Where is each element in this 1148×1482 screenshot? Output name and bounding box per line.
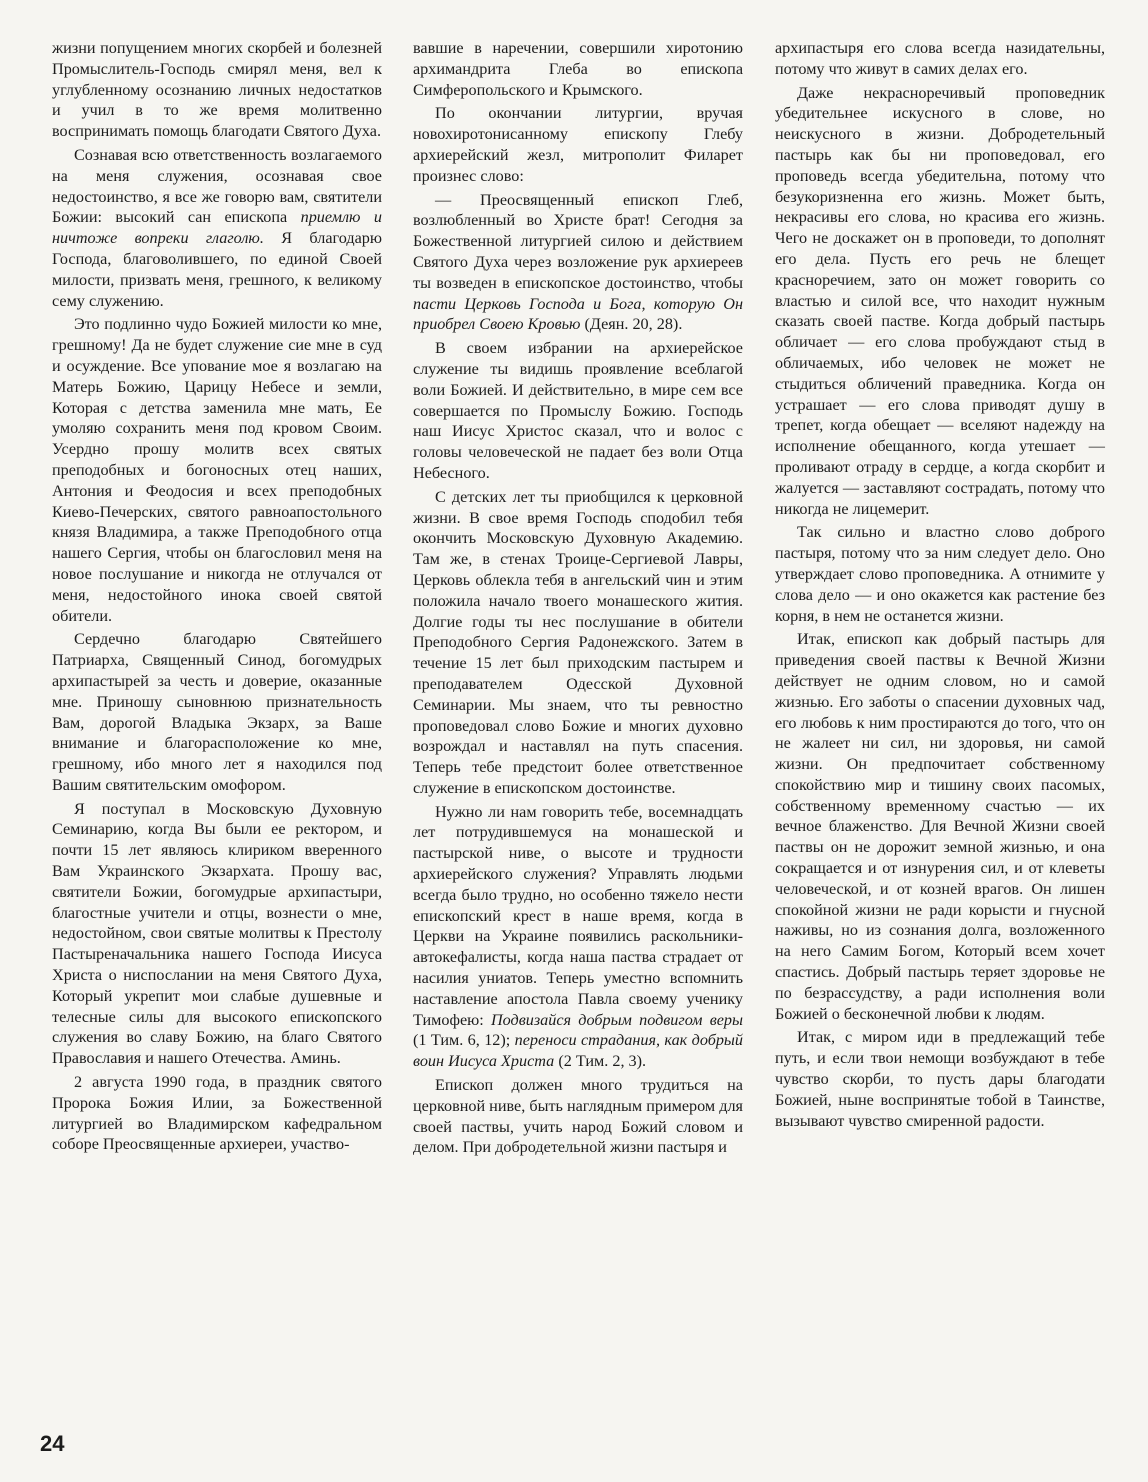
paragraph	[52, 799, 382, 1069]
text-run: По окончании литургии, вручая новохиротонисанному епископу Глебу архиерейский жезл, митрополит Филарет произнес слово:	[413, 104, 743, 185]
text-run: Нужно ли нам говорить тебе, восемнадцать лет потрудившемуся на монашеской и пастырской ниве, о высоте и трудности архиерейского служения? Управлять людьми всегда было трудно, но особенно тяжело нести епископский крест в наше время, когда в Церкви на Украине появились раскольники-автокефалисты, когда наша паства страдает от насилия униатов. Теперь уместно вспомнить наставление апостола Павла своему ученику Тимофею:	[413, 802, 743, 1029]
text-run: жизни попущением многих скорбей и болезней Промыслитель-Господь смирял меня, вел к углубленному осознанию личных недостатков и учил в то же время молитвенно воспринимать помощь благодати Святого Духа.	[52, 39, 382, 141]
paragraph	[413, 1075, 743, 1158]
text-column-2	[413, 38, 743, 1158]
paragraph	[413, 38, 743, 100]
text-run: — Преосвященный епископ Глеб, возлюбленный во Христе брат! Сегодня за Божественной литургией силою и действием Святого Духа через возложение рук архиереев ты возведен в епископское достоинство, чтобы	[413, 190, 743, 292]
paragraph	[52, 145, 382, 311]
text-run: Я поступал в Московскую Духовную Семинарию, когда Вы были ее ректором, и почти 15 лет являюсь клириком вверенного Вам Украинского Экзархата. Прошу вас, святители Божии, богомудрые архипастыри, благостные учители и отцы, вознести о мне, недостойном, свои святые молитвы к Престолу Пастыреначальника нашего Господа Иисуса Христа о ниспослании на меня Святого Духа, Который укрепит мои слабые душевные и телесные силы для высокого епископского служения во славу Божию, на благо Святого Православия и нашего Отечества. Аминь.	[52, 799, 382, 1068]
text-run: С детских лет ты приобщился к церковной жизни. В свое время Господь сподобил тебя окончить Московскую Духовную Академию. Там же, в стенах Троице-Сергиевой Лавры, Церковь облекла тебя в ангельский чин и этим положила начало твоего монашеского жития. Долгие годы ты нес послушание в обители Преподобного Сергия Радонежского. Затем в течение 15 лет был приходским пастырем и преподавателем Одесской Духовной Семинарии. Мы знаем, что ты ревностно проповедовал слово Божие и многих духовно возрождал и наставлял на путь спасения. Теперь тебе предстоит более ответственное служение в епископском достоинстве.	[413, 487, 743, 797]
text-run: Даже некрасноречивый проповедник убедительнее искусного в слове, но неискусного в жизни. Добродетельный пастырь как бы ни проповедовал, его проповедь всегда убедительна, потому что безукоризненна его жизнь. Может быть, некрасивы его слова, но красива его жизнь. Чего не доскажет он в проповеди, то дополнят его дела. Пусть его речь не блещет красноречием, зато он может говорить со властью и силой все, что находит нужным сказать своей пастве. Когда добрый пастырь обличает — его слова пробуждают стыд в обличаемых, ибо человек не может не стыдиться обличений праведника. Когда он устрашает — его слова приводят душу в трепет, когда обещает — вселяют надежду на исполнение обещанного, когда утешает — проливают отраду в сердце, а когда скорбит и жалуется — заставляют сострадать, потому что никогда не лицемерит.	[775, 83, 1105, 518]
text-run: вавшие в наречении, совершили хиротонию архимандрита Глеба во епископа Симферопольского и Крымского.	[413, 39, 743, 99]
paragraph	[413, 190, 743, 336]
paragraph	[52, 314, 382, 626]
italic-quote: Подвизайся добрым подвигом веры	[490, 1010, 743, 1029]
paragraph	[52, 38, 382, 142]
paragraph	[775, 1027, 1105, 1131]
paragraph	[775, 83, 1105, 520]
paragraph	[775, 629, 1105, 1024]
italic-quote: пасти Церковь Господа и Бога, которую Он приобрел Своею Кровью	[413, 294, 743, 334]
text-run: 2 августа 1990 года, в праздник святого Пророка Божия Илии, за Божественной литургией во Владимирском кафедральном соборе Преосвященные архиереи, участво-	[52, 1073, 382, 1154]
page-number: 24	[40, 1431, 65, 1456]
italic-quote: приемлю и ничтоже вопреки глаголю.	[52, 208, 382, 248]
paragraph	[52, 1072, 382, 1155]
text-run: Я благодарю Господа, благоволившего, по единой Своей милости, призвать меня, грешного, к великому сему служению.	[52, 229, 382, 310]
text-run: Итак, с миром иди в предлежащий тебе путь, и если твои немощи возбуждают в тебе чувство скорби, то пусть дары благодати Божией, ныне воспринятые тобой в Таинстве, вызывают чувство смиренной радости.	[775, 1028, 1105, 1130]
text-run: В своем избрании на архиерейское служение ты видишь проявление всеблагой воли Божией. И действительно, в мире сем все совершается по Промыслу Божию. Господь наш Иисус Христос сказал, что и волос с головы человеческой не падает без воли Отца Небесного.	[413, 339, 743, 482]
text-column-1	[52, 38, 382, 1155]
paragraph	[775, 522, 1105, 626]
text-column-3	[775, 38, 1105, 1131]
text-run: (2 Тим. 2, 3).	[554, 1052, 647, 1071]
text-run: Епископ должен много трудиться на церковной ниве, быть наглядным примером для своей паствы, учить народ Божий словом и делом. При добродетельной жизни пастыря и	[413, 1076, 743, 1157]
text-run: Это подлинно чудо Божией милости ко мне, грешному! Да не будет служение сие мне в суд и осуждение. Все упование мое я возлагаю на Матерь Божию, Царицу Небесе и земли, Которая с детства заменила мне мать, Ее умоляю сохранить меня под кровом Своим. Усердно прошу молитв всех святых преподобных и богоносных отец наших, Антония и Феодосия и всех преподобных Киево-Печерских, святого равноапостольного князя Владимира, а также Преподобного отца нашего Сергия, чтобы он благословил меня на новое послушание и никогда не отлучался от меня, недостойного инока своей святой обители.	[52, 315, 382, 625]
paragraph	[775, 38, 1105, 80]
paragraph	[413, 103, 743, 186]
text-run: Сознавая всю ответственность возлагаемого на меня служения, осознавая свое недостоинство, я все же говорю вам, святители Божии: высокий сан епископа	[52, 145, 382, 227]
paragraph	[413, 802, 743, 1072]
italic-quote: переноси страдания, как добрый воин Иисуса Христа	[413, 1031, 743, 1071]
paragraph	[52, 629, 382, 795]
text-run: Так сильно и властно слово доброго пастыря, потому что за ним следует дело. Оно утверждает слово проповедника. А отнимите у слова дело — и оно окажется как растение без корня, в нем не останется жизни.	[775, 523, 1105, 625]
text-run: Итак, епископ как добрый пастырь для приведения своей паствы к Вечной Жизни действует не одним словом, но и самой жизнью. Его заботы о спасении духовных чад, его любовь к ним простираются до того, что он не жалеет ни сил, ни здоровья, ни самой жизни. Он предпочитает собственному спокойствию мир и тишину своих пасомых, собственному временному счастью — их вечное блаженство. Для Вечной Жизни своей паствы он не дорожит земной жизнью, и она сокращается и от изнурения сил, и от клеветы человеческой, и от козней врагов. Он лишен спокойной жизни не ради корысти и гнусной наживы, но из сознания долга, возложенного на него Самим Богом, Который всем хочет спастись. Добрый пастырь теряет здоровье не по безрассудству, а ради исполнения воли Божией о бесконечной любви к людям.	[775, 630, 1105, 1023]
paragraph	[413, 487, 743, 799]
text-run: Сердечно благодарю Святейшего Патриарха, Священный Синод, богомудрых архипастырей за честь и доверие, оказанные мне. Приношу сыновнюю признательность Вам, дорогой Владыка Экзарх, за Ваше внимание и благорасположение ко мне, грешному, ибо много лет я находился под Вашим святительским омофором.	[52, 630, 382, 794]
text-run: (Деян. 20, 28).	[580, 315, 683, 334]
paragraph	[413, 338, 743, 484]
text-run: (1 Тим. 6, 12);	[413, 1031, 515, 1050]
text-run: архипастыря его слова всегда назидательны, потому что живут в самих делах его.	[775, 39, 1105, 78]
